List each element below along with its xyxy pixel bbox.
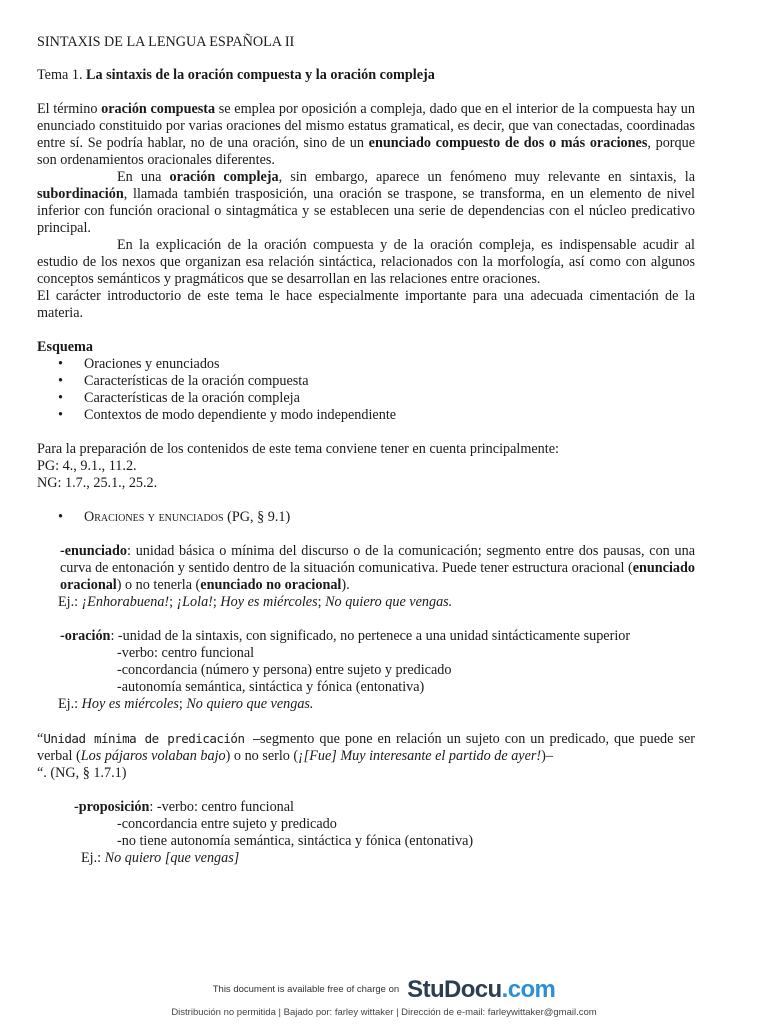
example-enunciado: Ej.: ¡Enhorabuena!; ¡Lola!; Hoy es miércoles; No quiero que vengas.	[58, 594, 453, 610]
footer-distribution-note: Distribución no permitida | Bajado por: farley wittaker | Dirección de e-mail: farleywittaker@gmail.com	[171, 1007, 597, 1018]
proposicion-feature-3: -no tiene autonomía semántica, sintáctica y fónica (entonativa)	[117, 833, 474, 849]
document-page	[37, 34, 695, 867]
prep-line-2: PG: 4., 9.1., 11.2.	[37, 458, 137, 474]
intro-paragraph-3: En la explicación de la oración compuesta y de la oración compleja, es indispensable acudir al estudio de los nexos que organizan esa relación sintáctica, relacionados con la morfología, así como con algunos conceptos semánticos y pragmáticos que se desarrollan en las relaciones entre oraciones.	[37, 237, 695, 287]
example-oracion: Ej.: Hoy es miércoles; No quiero que vengas.	[58, 696, 314, 712]
document-title: SINTAXIS DE LA LENGUA ESPAÑOLA II	[37, 34, 295, 50]
section-heading-oraciones: • Oraciones y enunciados (PG, § 9.1)	[37, 509, 695, 526]
intro-paragraph-2: En una oración compleja, sin embargo, aparece un fenómeno muy relevante en sintaxis, la subordinación, llamada también trasposición, una oración se traspone, se transforma, en un elemento de nivel inferior con función oracional o sintagmática y se establecen una serie de dependencias con el núcleo predicativo principal.	[37, 169, 695, 236]
list-item: • Características de la oración compleja	[37, 390, 695, 407]
oracion-feature-2: -concordancia (número y persona) entre sujeto y predicado	[117, 662, 452, 678]
definition-oracion: -oración: -unidad de la sintaxis, con significado, no pertenece a una unidad sintácticamente superior	[60, 628, 631, 644]
definition-proposicion: -proposición: -verbo: centro funcional	[74, 799, 294, 815]
studocu-logo[interactable]: StuDocu.com	[407, 975, 556, 1003]
oracion-feature-3: -autonomía semántica, sintáctica y fónica (entonativa)	[117, 679, 425, 695]
footer-availability-text: This document is available free of charge on	[212, 983, 400, 995]
intro-paragraph-1: El término oración compuesta se emplea por oposición a compleja, dado que en el interior de la compuesta hay un enunciado constituido por varias oraciones del mismo estatus gramatical, es decir, que van conectadas, coordinadas entre sí. Se podría hablar, no de una oración, sino de un enunciado compuesto de dos o más oraciones, porque son ordenamientos oracionales diferentes.	[37, 101, 695, 168]
list-item: • Oraciones y enunciados	[37, 356, 695, 373]
oracion-feature-1: -verbo: centro funcional	[117, 645, 255, 661]
list-item: • Características de la oración compuesta	[37, 373, 695, 390]
intro-paragraph-4: El carácter introductorio de este tema le hace especialmente importante para una adecuada cimentación de la materia.	[37, 288, 695, 321]
prep-line-3: NG: 1.7., 25.1., 25.2.	[37, 475, 158, 491]
tema-heading	[37, 67, 695, 84]
esquema-list	[37, 356, 695, 424]
footer-banner	[0, 976, 768, 1002]
list-item: • Contextos de modo dependiente y modo independiente	[37, 407, 695, 424]
example-proposicion: Ej.: No quiero [que vengas]	[81, 850, 240, 866]
prep-line-1: Para la preparación de los contenidos de este tema conviene tener en cuenta principalmente:	[37, 441, 559, 457]
proposicion-feature-2: -concordancia entre sujeto y predicado	[117, 816, 337, 832]
ng-quote: “Unidad mínima de predicación –segmento que pone en relación un sujeto con un predicado, que puede ser verbal (Los pájaros volaban bajo) o no serlo (¡[Fue] Muy interesante el partido de ayer!)– “. (NG, § 1.7.1)	[37, 731, 695, 781]
definition-enunciado: -enunciado: unidad básica o mínima del discurso o de la comunicación; segmento entre dos pausas, con una curva de entonación y sentido dentro de la situación comunicativa. Puede tener estructura oracional (enunciado oracional) o no tenerla (enunciado no oracional).	[60, 543, 695, 593]
tema-title: La sintaxis de la oración compuesta y la oración compleja	[86, 67, 435, 83]
tema-label: Tema 1.	[37, 67, 83, 83]
esquema-title: Esquema	[37, 339, 93, 355]
